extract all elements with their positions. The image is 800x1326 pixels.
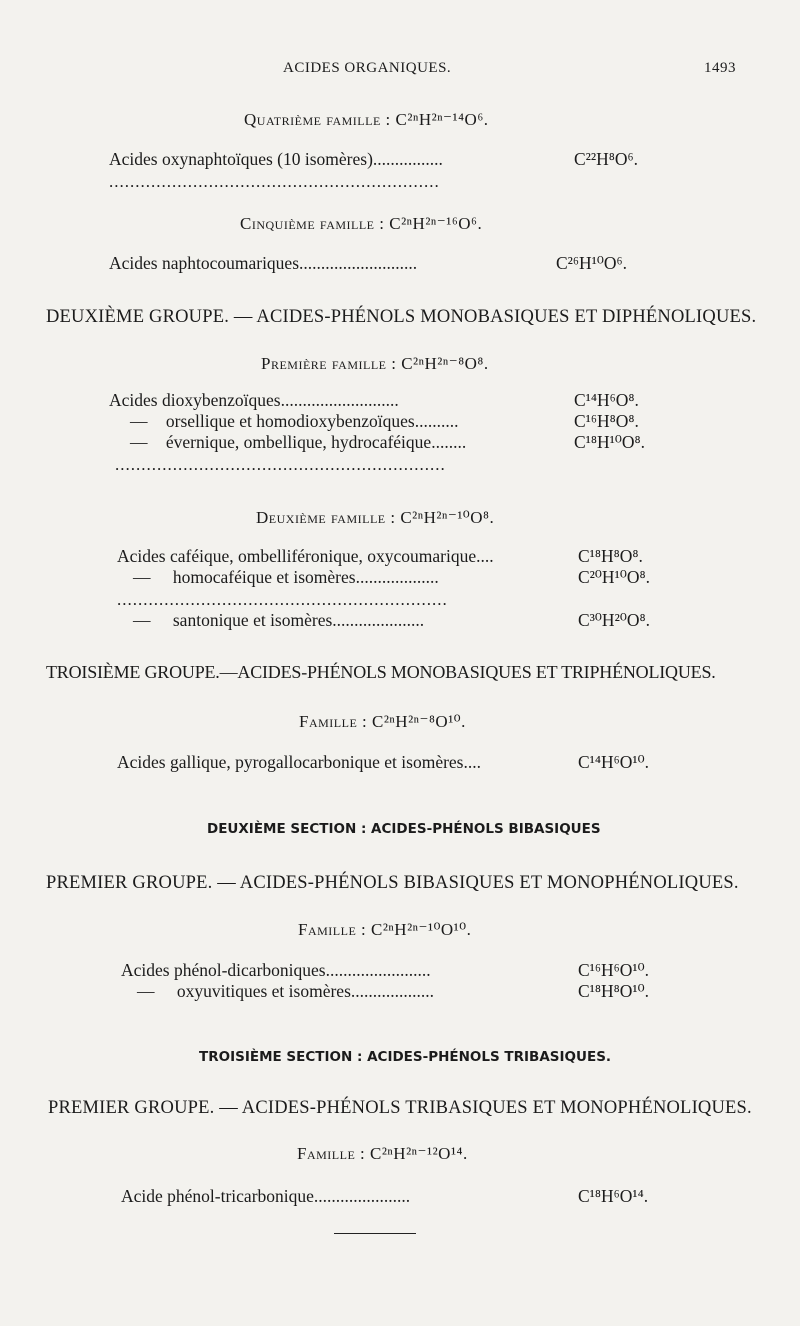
entry-formula: C³⁰H²⁰O⁸. xyxy=(578,610,650,630)
section-heading: DEUXIÈME SECTION : ACIDES-PHÉNOLS BIBASIQUES xyxy=(207,821,601,837)
family-heading: Famille : C²ⁿH²ⁿ⁻¹²O¹⁴. xyxy=(297,1144,468,1163)
family-formula: C²ⁿH²ⁿ⁻¹⁰O⁸. xyxy=(400,508,495,527)
family-heading: Cinquième famille : C²ⁿH²ⁿ⁻¹⁶O⁶. xyxy=(240,214,483,233)
family-formula: C²ⁿH²ⁿ⁻⁸O⁸. xyxy=(401,354,489,373)
ellipsis-row: ............................................................... xyxy=(109,172,440,191)
entry-formula: C¹⁴H⁶O¹⁰. xyxy=(578,752,650,772)
family-formula: C²ⁿH²ⁿ⁻¹⁰O¹⁰. xyxy=(371,920,472,939)
end-rule xyxy=(334,1233,416,1234)
family-heading: Quatrième famille : C²ⁿH²ⁿ⁻¹⁴O⁶. xyxy=(244,110,489,129)
entry-formula: C²⁶H¹⁰O⁶. xyxy=(556,253,628,273)
entry-row: Acides caféique, ombelliféronique, oxycoumarique.... xyxy=(117,546,494,566)
entry-formula: C²⁰H¹⁰O⁸. xyxy=(578,567,650,587)
entry-row: — évernique, ombellique, hydrocaféique........ xyxy=(130,432,467,452)
entry-row: — orsellique et homodioxybenzoïques.......... xyxy=(130,411,459,431)
entry-row: — oxyuvitiques et isomères................... xyxy=(137,981,435,1001)
group-heading: PREMIER GROUPE. — ACIDES-PHÉNOLS BIBASIQUES ET MONOPHÉNOLIQUES. xyxy=(46,873,739,893)
section-heading: TROISIÈME SECTION : ACIDES-PHÉNOLS TRIBASIQUES. xyxy=(199,1049,612,1065)
family-heading: Première famille : C²ⁿH²ⁿ⁻⁸O⁸. xyxy=(261,354,489,373)
entry-formula: C¹⁸H⁸O¹⁰. xyxy=(578,981,650,1001)
entry-formula: C¹⁴H⁶O⁸. xyxy=(574,390,639,410)
entry-row: Acides naphtocoumariques........................... xyxy=(109,253,418,273)
page-number: 1493 xyxy=(704,60,736,76)
ellipsis-row: ............................................................... xyxy=(117,590,448,609)
family-heading: Famille : C²ⁿH²ⁿ⁻⁸O¹⁰. xyxy=(299,712,466,731)
entry-row: Acides gallique, pyrogallocarbonique et isomères.... xyxy=(117,752,481,772)
entry-formula: C¹⁸H¹⁰O⁸. xyxy=(574,432,646,452)
entry-row: Acides dioxybenzoïques........................... xyxy=(109,390,399,410)
entry-formula: C¹⁶H⁶O¹⁰. xyxy=(578,960,650,980)
entry-row: Acides oxynaphtoïques (10 isomères)................ xyxy=(109,149,443,169)
entry-row: — santonique et isomères..................... xyxy=(133,610,425,630)
entry-formula: C¹⁸H⁸O⁸. xyxy=(578,546,643,566)
family-formula: C²ⁿH²ⁿ⁻¹⁴O⁶. xyxy=(395,110,489,129)
group-heading: DEUXIÈME GROUPE. — ACIDES-PHÉNOLS MONOBASIQUES ET DIPHÉNOLIQUES. xyxy=(46,307,757,327)
family-formula: C²ⁿH²ⁿ⁻⁸O¹⁰. xyxy=(372,712,466,731)
group-heading: PREMIER GROUPE. — ACIDES-PHÉNOLS TRIBASIQUES ET MONOPHÉNOLIQUES. xyxy=(48,1098,752,1118)
family-formula: C²ⁿH²ⁿ⁻¹⁶O⁶. xyxy=(389,214,483,233)
group-heading: TROISIÈME GROUPE.—ACIDES-PHÉNOLS MONOBASIQUES ET TRIPHÉNOLIQUES. xyxy=(46,662,716,682)
family-heading: Famille : C²ⁿH²ⁿ⁻¹⁰O¹⁰. xyxy=(298,920,472,939)
entry-formula: C¹⁶H⁸O⁸. xyxy=(574,411,639,431)
entry-row: Acides phénol-dicarboniques........................ xyxy=(121,960,431,980)
entry-formula: C¹⁸H⁶O¹⁴. xyxy=(578,1186,649,1206)
entry-formula: C²²H⁸O⁶. xyxy=(574,149,639,169)
entry-row: Acide phénol-tricarbonique...................... xyxy=(121,1186,411,1206)
running-head: ACIDES ORGANIQUES. xyxy=(283,60,452,76)
entry-row: — homocaféique et isomères................... xyxy=(133,567,439,587)
family-formula: C²ⁿH²ⁿ⁻¹²O¹⁴. xyxy=(370,1144,468,1163)
family-heading: Deuxième famille : C²ⁿH²ⁿ⁻¹⁰O⁸. xyxy=(256,508,495,527)
ellipsis-row: ............................................................... xyxy=(115,455,446,474)
